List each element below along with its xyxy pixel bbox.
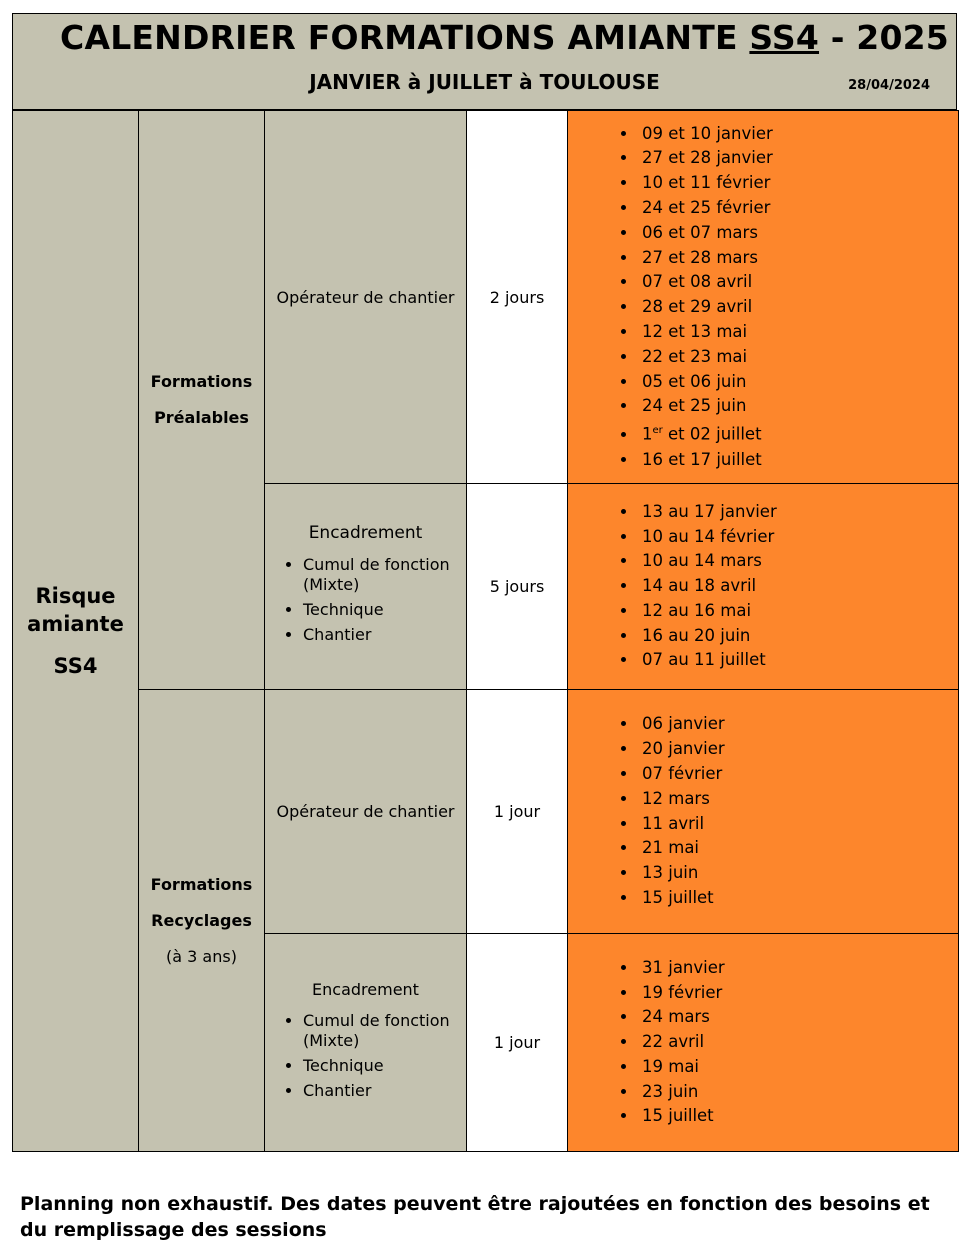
list-item: • 15 juillet (638, 886, 958, 911)
list-item: • 12 au 16 mai (638, 599, 958, 624)
title-prefix: CALENDRIER FORMATIONS AMIANTE (60, 18, 750, 57)
list-item: • 15 juillet (638, 1104, 958, 1129)
risk-cell (13, 111, 139, 1152)
risk-line1: Risque (35, 584, 116, 608)
date-list (568, 956, 958, 1130)
list-item: • Technique (303, 600, 466, 620)
list-item: • 11 avril (638, 812, 958, 837)
recyclages-label2: Recyclages (151, 910, 252, 930)
prealables-encadrement-role (265, 484, 467, 690)
date-1er-sup: er (652, 425, 663, 437)
recyclages-label1: Formations (150, 874, 253, 894)
encadrement-title: Encadrement (308, 523, 423, 543)
list-item: • 07 au 11 juillet (638, 648, 958, 673)
list-item: • Technique (303, 1056, 466, 1076)
list-item: • 21 mai (638, 836, 958, 861)
prealables-label-cell (139, 111, 265, 690)
list-item: • 22 avril (638, 1030, 958, 1055)
role-label: Opérateur de chantier (276, 802, 455, 821)
list-item: • Cumul de fonction (Mixte) (303, 555, 466, 595)
prealables-label2: Préalables (154, 408, 249, 427)
list-item: • Chantier (303, 1081, 466, 1101)
list-item: • 24 mars (638, 1005, 958, 1030)
recyclages-encadrement-duration: 1 jour (467, 934, 568, 1152)
list-item: • 06 et 07 mars (638, 221, 958, 246)
list-item: • 24 et 25 février (638, 196, 958, 221)
list-item: • 12 mars (638, 787, 958, 812)
prealables-operateur-dates (568, 111, 959, 484)
list-item (638, 419, 958, 447)
list-item: • 16 et 17 juillet (638, 448, 958, 473)
list-item: • Chantier (303, 625, 466, 645)
date-1er-suffix: et 02 juillet (662, 424, 762, 444)
list-item: • 06 janvier (638, 712, 958, 737)
recyclages-operateur-duration: 1 jour (467, 690, 568, 934)
list-item: • 13 juin (638, 861, 958, 886)
list-item: • 22 et 23 mai (638, 345, 958, 370)
encadrement-title: Encadrement (312, 979, 419, 999)
encadrement-list (265, 1011, 466, 1101)
title-suffix: - 2025 (819, 18, 949, 57)
list-item: • 27 et 28 janvier (638, 146, 958, 171)
list-item: • 10 et 11 février (638, 171, 958, 196)
page-title (13, 18, 956, 57)
list-item: • 10 au 14 mars (638, 549, 958, 574)
list-item: • 09 et 10 janvier (638, 122, 958, 147)
table-row (13, 111, 959, 484)
prealables-encadrement-dates (568, 484, 959, 690)
list-item: • 27 et 28 mars (638, 246, 958, 271)
list-item: • 05 et 06 juin (638, 370, 958, 395)
list-item: • 20 janvier (638, 737, 958, 762)
date-list (568, 500, 958, 674)
list-item: • 19 février (638, 981, 958, 1006)
list-item: • 16 au 20 juin (638, 624, 958, 649)
list-item: • 23 juin (638, 1080, 958, 1105)
list-item: • 28 et 29 avril (638, 295, 958, 320)
recyclages-label-cell (139, 690, 265, 1152)
document-date: 28/04/2024 (848, 78, 930, 93)
page-header (12, 13, 957, 110)
table-row (13, 690, 959, 934)
risk-line3: SS4 (53, 654, 98, 678)
role-label: Opérateur de chantier (276, 287, 455, 307)
date-list (568, 122, 958, 473)
list-item: • 10 au 14 février (638, 525, 958, 550)
list-item: • 14 au 18 avril (638, 574, 958, 599)
training-calendar-table (12, 110, 959, 1152)
list-item: • 07 et 08 avril (638, 270, 958, 295)
list-item: • 12 et 13 mai (638, 320, 958, 345)
page-subtitle: JANVIER à JUILLET à TOULOUSE (309, 70, 660, 94)
list-item: • 31 janvier (638, 956, 958, 981)
encadrement-list (265, 555, 466, 645)
list-item: • 13 au 17 janvier (638, 500, 958, 525)
recyclages-operateur-role (265, 690, 467, 934)
risk-line2: amiante (27, 612, 124, 636)
list-item: • 24 et 25 juin (638, 394, 958, 419)
recyclages-label3: (à 3 ans) (166, 946, 237, 966)
recyclages-encadrement-role (265, 934, 467, 1152)
prealables-label1: Formations (150, 372, 253, 391)
footer-note: Planning non exhaustif. Des dates peuvent être rajoutées en fonction des besoins et du remplissage des sessions (20, 1193, 930, 1241)
list-item: • 07 février (638, 762, 958, 787)
date-list (568, 712, 958, 910)
prealables-operateur-role (265, 111, 467, 484)
recyclages-operateur-dates (568, 690, 959, 934)
title-ss4: SS4 (749, 18, 820, 57)
date-1er-prefix: 1 (642, 424, 653, 444)
prealables-encadrement-duration: 5 jours (467, 484, 568, 690)
recyclages-encadrement-dates (568, 934, 959, 1152)
prealables-operateur-duration: 2 jours (467, 111, 568, 484)
list-item: • 19 mai (638, 1055, 958, 1080)
list-item: • Cumul de fonction (Mixte) (303, 1011, 466, 1051)
